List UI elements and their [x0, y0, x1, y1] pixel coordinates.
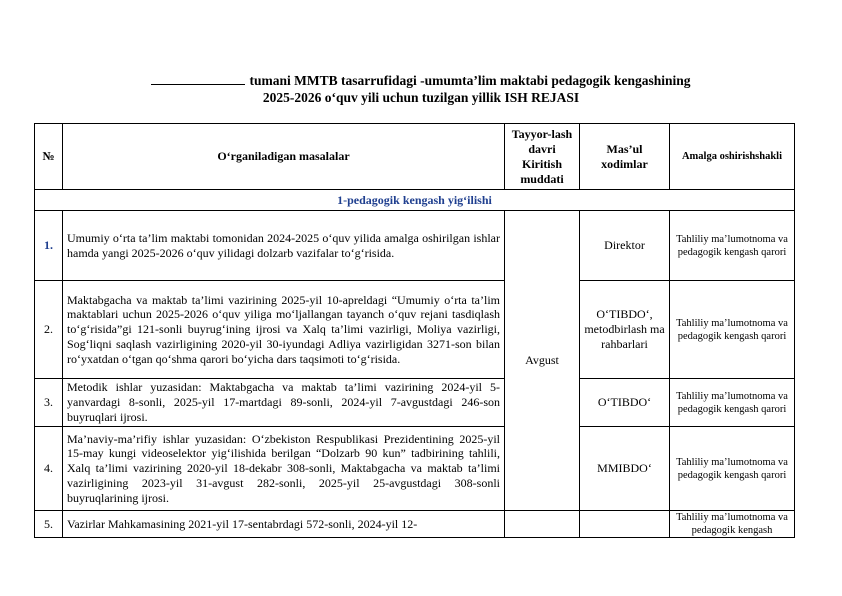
row-topic: Umumiy o‘rta ta’lim maktabi tomonidan 2024-2025 o‘quv yilida amalga oshirilgan ishlar hamda yangi 2025-2026 o‘quv yilidagi dolzarb vazifalar to‘g‘risida. [63, 211, 505, 281]
row-number: 5. [35, 511, 63, 538]
table-row [35, 211, 795, 281]
row-responsible: O‘TIBDO‘ [580, 379, 670, 427]
column-header-form: Amalga oshirishshakli [670, 124, 795, 190]
table-row [35, 427, 795, 511]
column-header-responsible: Mas’ul xodimlar [580, 124, 670, 190]
row-form: Tahliliy ma’lumotnoma va pedagogik kengash qarori [670, 281, 795, 379]
table-row [35, 379, 795, 427]
row-topic: Vazirlar Mahkamasining 2021-yil 17-sentabrdagi 572-sonli, 2024-yil 12- [63, 511, 505, 538]
column-header-topics: O‘rganiladigan masalalar [63, 124, 505, 190]
section-title: 1-pedagogik kengash yig‘ilishi [35, 190, 795, 211]
work-plan-table [34, 123, 795, 538]
row-topic: Maktabgacha va maktab ta’limi vazirining 2025-yil 10-apreldagi “Umumiy o‘rta ta’lim maktablari uchun 2025-2026 o‘quv yiliga mo‘ljallangan tayanch o‘quv rejani tasdiqlash to‘g‘risida”gi 121-sonli buyrug‘ining ijrosi va Xalq ta’limi vazirligi, Moliya vazirligi, Sog‘liqni saqlash vazirligining 2020-yil 30-iyundagi Adliya vazirligidan 3271-son bilan ro‘yxatdan o‘tgan qo‘shma qarori bo‘yicha dars taqsimoti to‘g‘risida. [63, 281, 505, 379]
table-header-row [35, 124, 795, 190]
section-row [35, 190, 795, 211]
document-title-line-2: 2025-2026 o‘quv yili uchun tuzilgan yillik ISH REJASI [262, 90, 580, 105]
row-responsible: O‘TIBDO‘, metodbirlash ma rahbarlari [580, 281, 670, 379]
row-number: 1. [35, 211, 63, 281]
column-header-number: № [35, 124, 63, 190]
document-title-line-1: tumani MMTB tasarrufidagi -umumta’lim maktabi pedagogik kengashining [0, 72, 842, 89]
row-form: Tahliliy ma’lumotnoma va pedagogik kengash qarori [670, 379, 795, 427]
period-cell: Avgust [505, 211, 580, 511]
row-topic: Ma’naviy-ma’rifiy ishlar yuzasidan: O‘zbekiston Respublikasi Prezidentining 2025-yil 15-may kungi videoselektor yig‘ilishida berilgan “Dolzarb 90 kun” tadbirining tahlili, Xalq ta’limi vazirining 2020-yil 18-dekabr 308-sonli, Maktabgacha va maktab ta’limi vazirligining 2023-yil 31-avgust 282-sonli, 2025-yil 25-avgustdagi 308-sonli buyruqlarining ijrosi. [63, 427, 505, 511]
district-blank-line [151, 72, 245, 85]
row-responsible: Direktor [580, 211, 670, 281]
row-number: 3. [35, 379, 63, 427]
row-number: 2. [35, 281, 63, 379]
row-form: Tahliliy ma’lumotnoma va pedagogik kengash qarori [670, 211, 795, 281]
table-row [35, 281, 795, 379]
table-row [35, 511, 795, 538]
row-form: Tahliliy ma’lumotnoma va pedagogik kengash [670, 511, 795, 538]
column-header-deadline: Tayyor-lash davri Kiritish muddati [505, 124, 580, 190]
row-topic: Metodik ishlar yuzasidan: Maktabgacha va maktab ta’limi vazirining 2024-yil 5-yanvardagi 8-sonli, 2025-yil 17-martdagi 89-sonli, 2024-yil 7-avgustdagi 246-son buyruqlari ijrosi. [63, 379, 505, 427]
row-form: Tahliliy ma’lumotnoma va pedagogik kengash qarori [670, 427, 795, 511]
row-responsible [580, 511, 670, 538]
row-responsible: MMIBDO‘ [580, 427, 670, 511]
period-cell-empty [505, 511, 580, 538]
row-number: 4. [35, 427, 63, 511]
